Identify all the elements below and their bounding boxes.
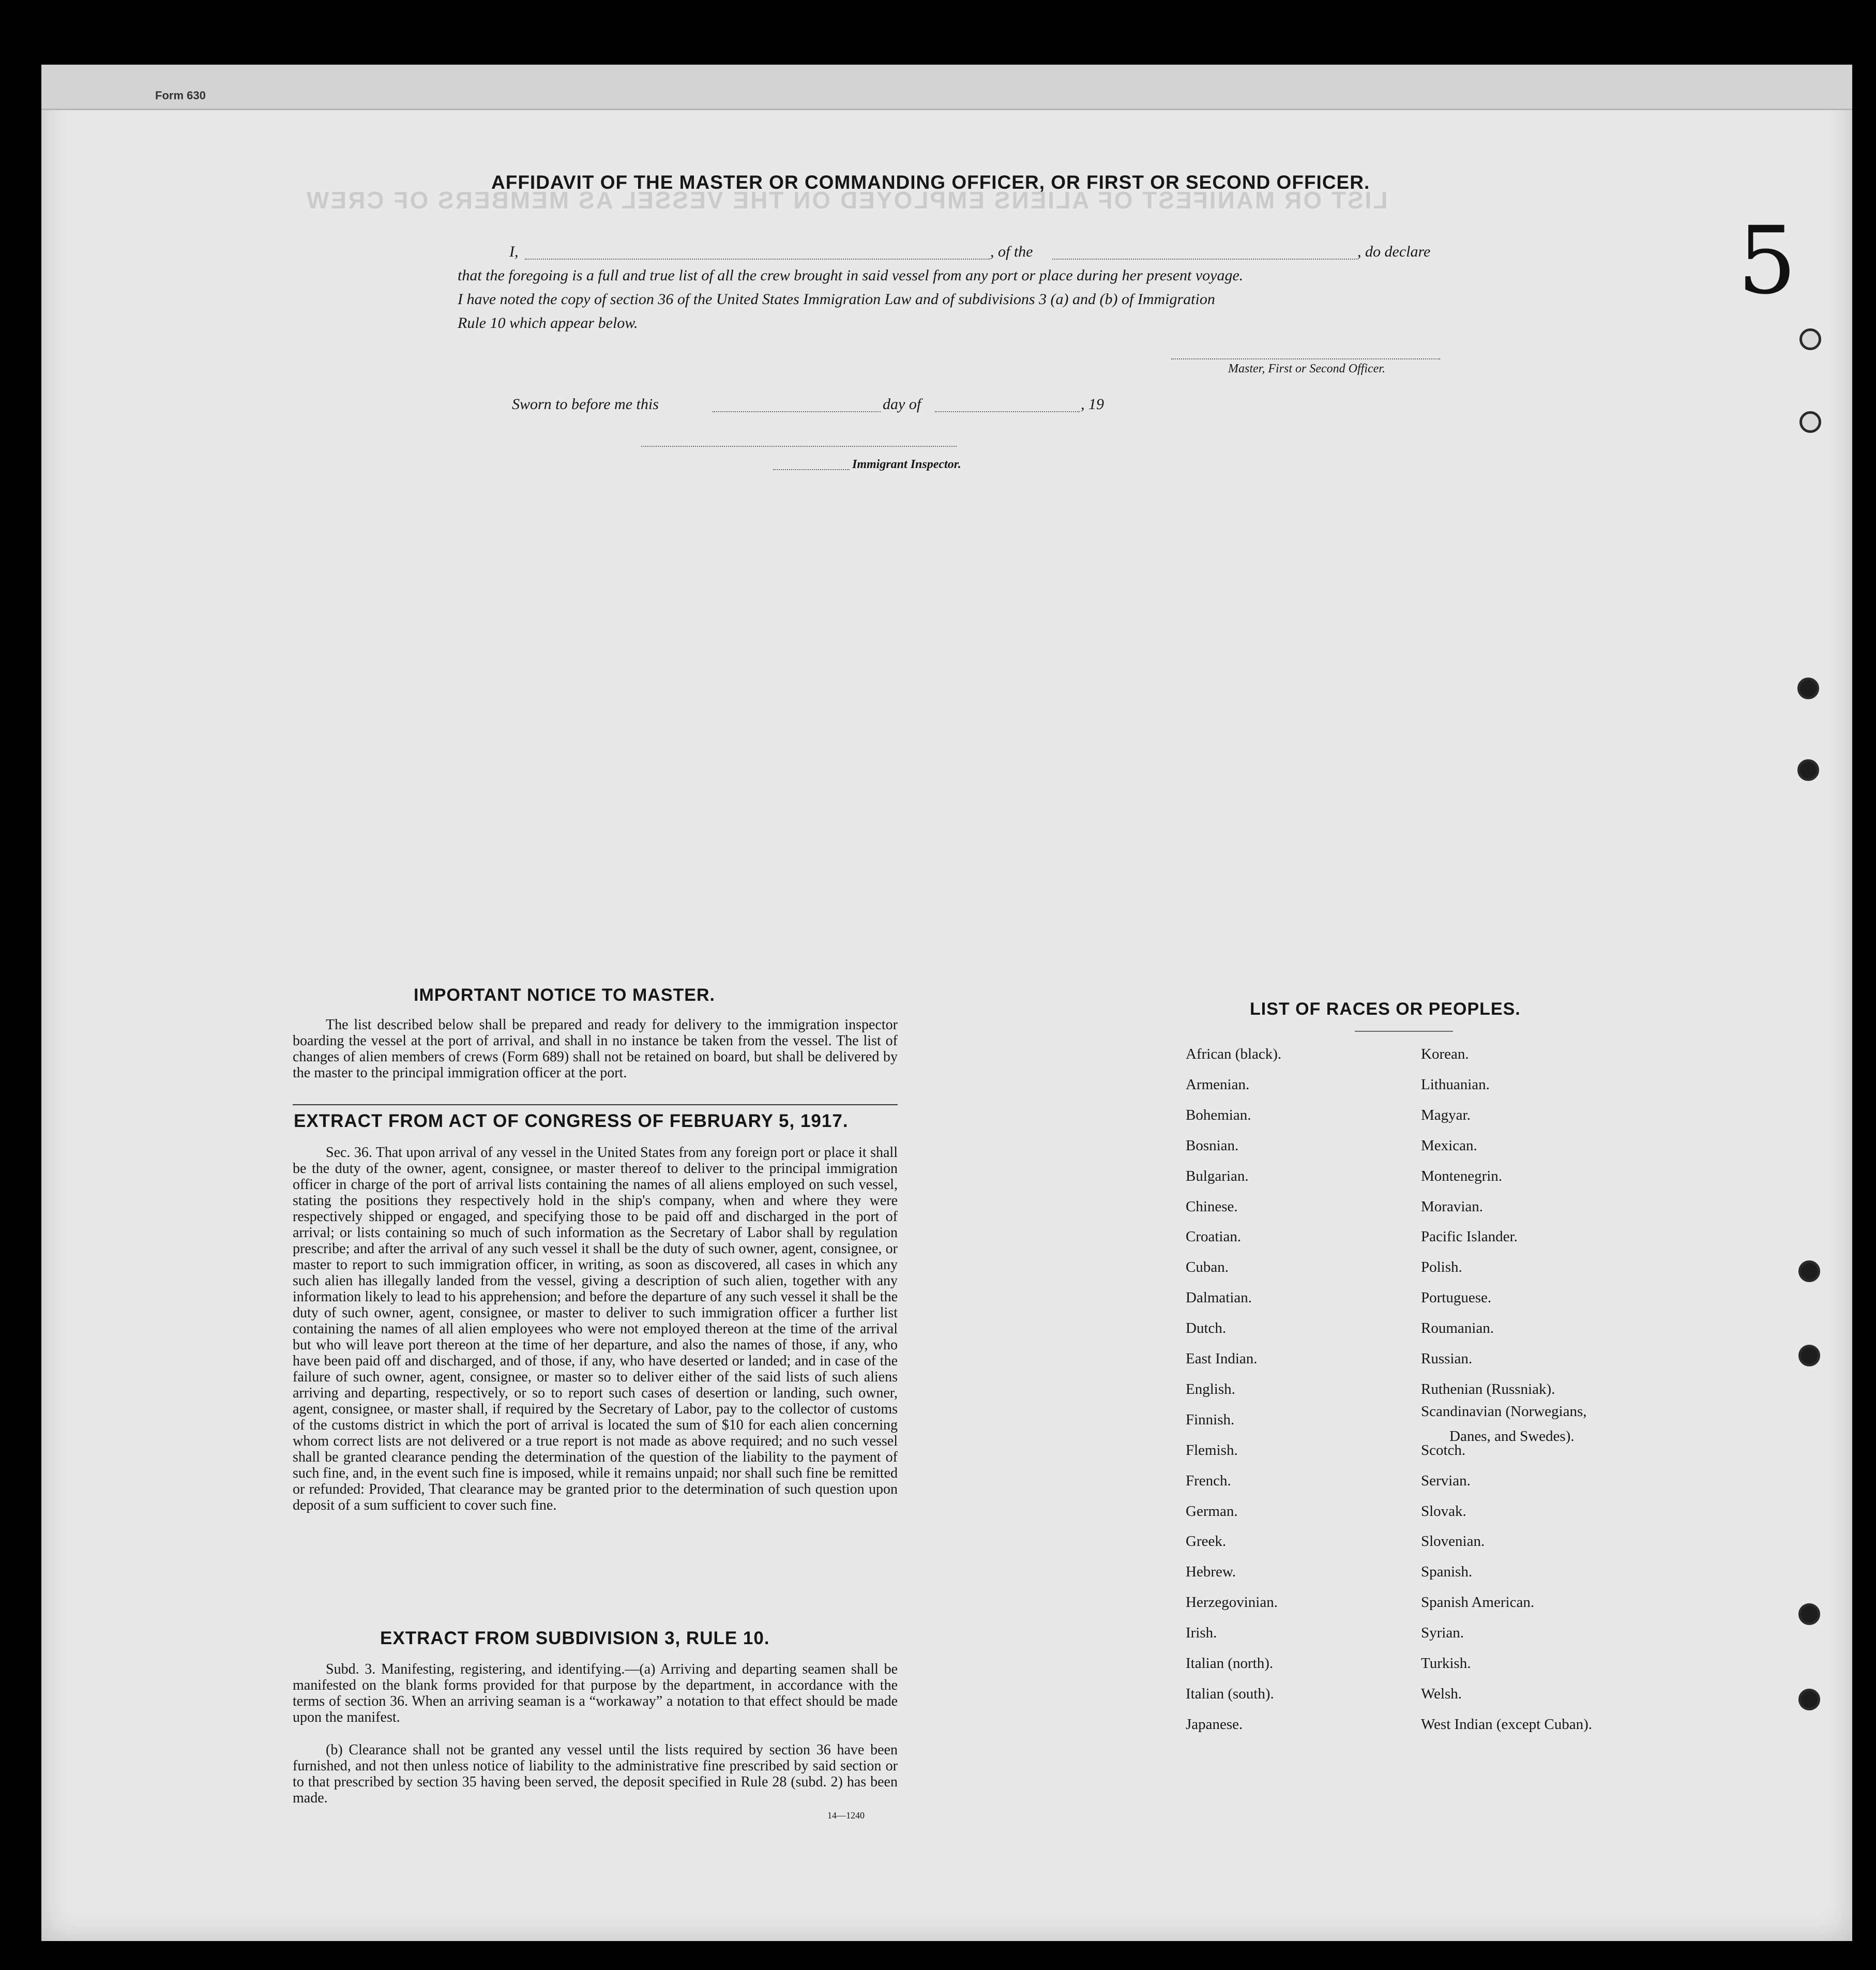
race-item: Welsh. <box>1421 1685 1462 1702</box>
day-line <box>713 411 881 412</box>
race-item: Portuguese. <box>1421 1289 1492 1306</box>
race-item: Flemish. <box>1186 1441 1238 1458</box>
extract-rule-title: EXTRACT FROM SUBDIVISION 3, RULE 10. <box>380 1628 770 1648</box>
race-item: Armenian. <box>1186 1076 1250 1093</box>
inspector-label: Immigrant Inspector. <box>852 458 961 471</box>
race-item: Russian. <box>1421 1350 1473 1367</box>
affidavit-line-2: I have noted the copy of section 36 of the United States Immigration Law and of subdivisions 3 (a) and (b) of Immigration <box>458 291 1215 308</box>
race-item: Herzegovinian. <box>1186 1594 1278 1611</box>
month-line <box>935 411 1080 412</box>
race-item: Dutch. <box>1186 1320 1227 1337</box>
race-item: Slovak. <box>1421 1502 1466 1520</box>
race-item: Servian. <box>1421 1472 1471 1489</box>
affidavit-title: AFFIDAVIT OF THE MASTER OR COMMANDING OFFICER, OR FIRST OR SECOND OFFICER. <box>491 172 1370 193</box>
signature-line <box>1171 358 1440 359</box>
race-item: Turkish. <box>1421 1655 1471 1672</box>
affidavit-do-declare: , do declare <box>1357 243 1431 260</box>
race-item: Japanese. <box>1186 1716 1243 1733</box>
bleed-through-rows <box>150 497 1494 962</box>
race-item: Finnish. <box>1186 1411 1235 1428</box>
race-item: Chinese. <box>1186 1198 1238 1215</box>
race-item: Montenegrin. <box>1421 1167 1503 1184</box>
race-item: Danes, and Swedes). <box>1449 1427 1575 1445</box>
top-edge-strip <box>41 65 1852 110</box>
signature-label: Master, First or Second Officer. <box>1228 362 1385 375</box>
race-item: Irish. <box>1186 1625 1217 1642</box>
race-item: African (black). <box>1186 1046 1282 1062</box>
race-item: Bohemian. <box>1186 1106 1251 1123</box>
race-item: Korean. <box>1421 1046 1469 1062</box>
punch-hole <box>1799 411 1821 433</box>
race-item: Spanish American. <box>1421 1594 1535 1611</box>
race-item: German. <box>1186 1502 1238 1520</box>
vessel-name-line <box>1052 259 1357 260</box>
race-item: Spanish. <box>1421 1563 1473 1581</box>
punch-hole <box>1798 1260 1820 1282</box>
affidavit-i-label: I, <box>509 243 519 260</box>
race-item: Italian (north). <box>1186 1655 1274 1672</box>
race-item: French. <box>1186 1472 1231 1489</box>
form-number: Form 630 <box>155 89 206 102</box>
race-item: English. <box>1186 1380 1235 1397</box>
race-item: Pacific Islander. <box>1421 1228 1518 1245</box>
race-item: Ruthenian (Russniak). <box>1421 1380 1555 1397</box>
master-name-line <box>525 259 990 260</box>
day-of-label: day of <box>883 396 921 413</box>
punch-hole <box>1797 759 1819 781</box>
sworn-label: Sworn to before me this <box>512 396 659 413</box>
punch-hole <box>1798 1603 1820 1625</box>
race-item: Croatian. <box>1186 1228 1242 1245</box>
extract-act-title: EXTRACT FROM ACT OF CONGRESS OF FEBRUARY 5, 1917. <box>294 1111 849 1131</box>
race-item: Bulgarian. <box>1186 1167 1249 1184</box>
punch-hole <box>1799 328 1821 350</box>
punch-hole <box>1797 678 1819 699</box>
notice-title: IMPORTANT NOTICE TO MASTER. <box>414 985 715 1005</box>
race-item: Mexican. <box>1421 1137 1477 1154</box>
race-item: Hebrew. <box>1186 1563 1236 1581</box>
race-item: Magyar. <box>1421 1106 1471 1123</box>
punch-hole <box>1798 1345 1820 1366</box>
inspector-dot-line <box>773 469 850 470</box>
affidavit-line-1: that the foregoing is a full and true list of all the crew brought in said vessel from any port or place during her present voyage. <box>458 267 1244 284</box>
race-item: Lithuanian. <box>1421 1076 1490 1093</box>
bleed-through-title: LIST OR MANIFEST OF ALIENS EMPLOYED ON THE VESSEL AS MEMBERS OF CREW <box>305 187 1388 214</box>
document-sheet <box>41 65 1852 1941</box>
race-item: Italian (south). <box>1186 1685 1274 1702</box>
race-item: Moravian. <box>1421 1198 1483 1215</box>
affidavit-line-3: Rule 10 which appear below. <box>458 314 638 332</box>
notice-body: The list described below shall be prepared and ready for delivery to the immigration inspector boarding the vessel at the port of arrival, and shall in no instance be taken from the vessel. The list of changes of alien members of crews (Form 689) shall not be retained on board, but shall be delivered by the master to the principal immigration officer at the port. <box>293 1017 898 1081</box>
affidavit-of-the: , of the <box>990 243 1033 260</box>
race-item: Greek. <box>1186 1533 1227 1550</box>
race-item: East Indian. <box>1186 1350 1258 1367</box>
race-item: Bosnian. <box>1186 1137 1239 1154</box>
inspector-signature-line <box>641 446 957 447</box>
race-item: Syrian. <box>1421 1625 1464 1642</box>
races-title: LIST OF RACES OR PEOPLES. <box>1250 999 1521 1019</box>
race-item: West Indian (except Cuban). <box>1421 1716 1593 1733</box>
extract-rule-subd-a: Subd. 3. Manifesting, registering, and identifying.—(a) Arriving and departing seamen shall be manifested on the blank forms provided for that purpose by the department, in accordance with the terms of section 36. When an arriving seaman is a “workaway” a notation to that effect should be made upon the manifest. <box>293 1661 898 1725</box>
punch-hole <box>1798 1689 1820 1710</box>
races-title-underline <box>1355 1031 1453 1032</box>
race-item: Scandinavian (Norwegians, <box>1421 1403 1587 1420</box>
extract-rule-subd-b: (b) Clearance shall not be granted any vessel until the lists required by section 36 have been furnished, and not then unless notice of liability to the administrative fine prescribed by said section or to that prescribed by section 35 having been served, the deposit specified in Rule 28 (subd. 2) has been made. <box>293 1742 898 1806</box>
affidavit-body <box>458 264 1463 335</box>
race-item: Slovenian. <box>1421 1533 1485 1550</box>
extract-act-body: Sec. 36. That upon arrival of any vessel in the United States from any foreign port or place it shall be the duty of the owner, agent, consignee, or master thereof to deliver to the principal immigration officer in charge of the port of arrival lists containing the names of all aliens employed on such vessel, stating the positions they respectively hold in the ship's company, when and where they were respectively shipped or engaged, and specifying those to be paid off and discharged in the port of arrival; or lists containing so much of such information as the Secretary of Labor shall by regulation prescribe; and after the arrival of any such vessel it shall be the duty of such owner, agent, consignee, or master to report to such immigration officer, in writing, as soon as discovered, all cases in which any such alien has illegally landed from the vessel, giving a description of such alien, together with any information likely to lead to his apprehension; and before the departure of any such vessel it shall be the duty of such owner, agent, consignee, or master to deliver to such immigration officer a further list containing the names of all alien employees who were not employed thereon at the time of the arrival but who will leave port thereon at the time of her departure, and also the names of those, if any, who have been paid off and discharged, and of those, if any, who have deserted or landed; and in case of the failure of such owner, agent, consignee, or master so to deliver either of the said lists of such aliens arriving and departing, respectively, or so to report such cases of desertion or landing, such owner, agent, consignee, or master shall, if required by the Secretary of Labor, pay to the collector of customs of the customs district in which the port of arrival is located the sum of $10 for each alien concerning whom correct lists are not delivered or a true report is not made as above required; and no such vessel shall be granted clearance pending the determination of the question of the liability to the payment of such fine, and, in the event such fine is imposed, while it remains unpaid; nor shall such fine be remitted or refunded: Provided, That clearance may be granted prior to the determination of such question upon deposit of a sum sufficient to cover such fine. <box>293 1145 898 1513</box>
print-code: 14—1240 <box>827 1810 865 1821</box>
race-item: Cuban. <box>1186 1259 1229 1276</box>
year-label: , 19 <box>1081 396 1104 413</box>
race-item: Dalmatian. <box>1186 1289 1252 1306</box>
race-item: Polish. <box>1421 1259 1462 1276</box>
race-item: Scotch. <box>1421 1441 1466 1458</box>
section-divider <box>293 1104 898 1105</box>
handwritten-mark: 5 <box>1737 207 1797 315</box>
race-item: Roumanian. <box>1421 1320 1494 1337</box>
